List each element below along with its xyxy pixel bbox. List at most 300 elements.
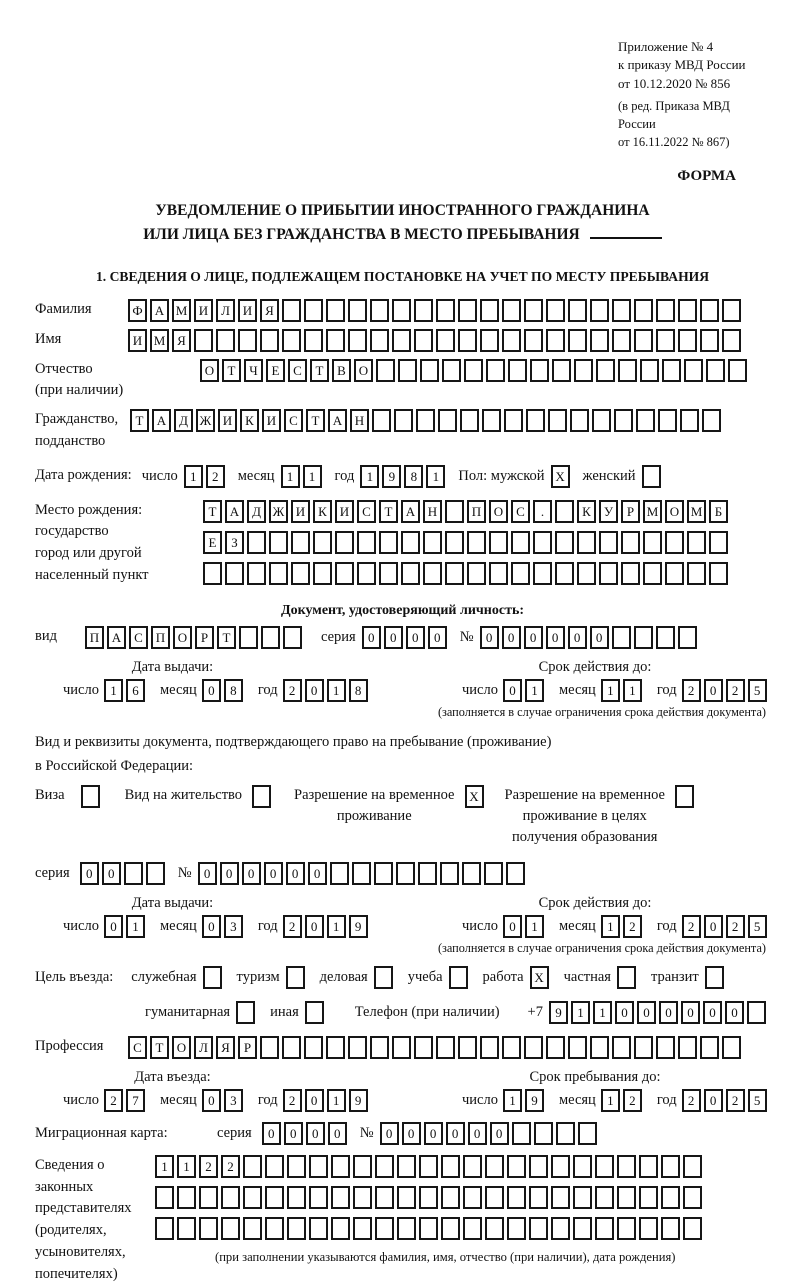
char-cell[interactable] — [700, 1036, 719, 1059]
char-cell[interactable] — [419, 1155, 438, 1178]
char-cell[interactable] — [216, 329, 235, 352]
char-cell[interactable] — [463, 1217, 482, 1240]
char-cell[interactable] — [621, 562, 640, 585]
char-cell[interactable] — [552, 359, 571, 382]
char-cell[interactable]: А — [152, 409, 171, 432]
char-cell[interactable] — [533, 531, 552, 554]
char-cell[interactable] — [480, 1036, 499, 1059]
char-cell[interactable] — [203, 966, 222, 989]
char-cell[interactable] — [304, 329, 323, 352]
char-cell[interactable]: 3 — [224, 1089, 243, 1112]
char-cell[interactable]: 9 — [549, 1001, 568, 1024]
char-cell[interactable] — [656, 329, 675, 352]
char-cell[interactable] — [401, 562, 420, 585]
char-cell[interactable] — [357, 531, 376, 554]
char-cell[interactable] — [489, 562, 508, 585]
char-cell[interactable] — [590, 1036, 609, 1059]
char-cell[interactable] — [546, 329, 565, 352]
char-cell[interactable]: П — [85, 626, 104, 649]
char-cell[interactable] — [261, 626, 280, 649]
char-cell[interactable]: 5 — [748, 1089, 767, 1112]
char-cell[interactable] — [414, 329, 433, 352]
char-cell[interactable] — [534, 1122, 553, 1145]
char-cell[interactable] — [595, 1155, 614, 1178]
char-cell[interactable] — [529, 1186, 548, 1209]
char-cell[interactable] — [326, 1036, 345, 1059]
char-cell[interactable]: 0 — [264, 862, 283, 885]
char-cell[interactable]: 0 — [306, 1122, 325, 1145]
char-cell[interactable]: 5 — [748, 915, 767, 938]
char-cell[interactable] — [634, 626, 653, 649]
char-cell[interactable]: 8 — [224, 679, 243, 702]
char-cell[interactable] — [331, 1155, 350, 1178]
char-cell[interactable]: 1 — [601, 915, 620, 938]
char-cell[interactable] — [442, 359, 461, 382]
char-cell[interactable] — [305, 1001, 324, 1024]
char-cell[interactable]: 0 — [503, 679, 522, 702]
char-cell[interactable] — [441, 1155, 460, 1178]
char-cell[interactable] — [573, 1186, 592, 1209]
char-cell[interactable] — [396, 862, 415, 885]
char-cell[interactable] — [634, 1036, 653, 1059]
char-cell[interactable] — [640, 359, 659, 382]
char-cell[interactable] — [568, 1036, 587, 1059]
char-cell[interactable]: Д — [247, 500, 266, 523]
char-cell[interactable] — [722, 1036, 741, 1059]
char-cell[interactable]: Б — [709, 500, 728, 523]
char-cell[interactable] — [661, 1217, 680, 1240]
char-cell[interactable]: Ф — [128, 299, 147, 322]
char-cell[interactable]: Т — [222, 359, 241, 382]
char-cell[interactable]: Я — [260, 299, 279, 322]
char-cell[interactable] — [555, 562, 574, 585]
char-cell[interactable] — [423, 562, 442, 585]
char-cell[interactable]: 0 — [428, 626, 447, 649]
char-cell[interactable] — [419, 1186, 438, 1209]
char-cell[interactable]: 2 — [221, 1155, 240, 1178]
char-cell[interactable] — [573, 1217, 592, 1240]
char-cell[interactable] — [331, 1217, 350, 1240]
char-cell[interactable]: З — [225, 531, 244, 554]
char-cell[interactable] — [636, 409, 655, 432]
char-cell[interactable]: 0 — [725, 1001, 744, 1024]
char-cell[interactable] — [236, 1001, 255, 1024]
char-cell[interactable]: 0 — [102, 862, 121, 885]
char-cell[interactable]: А — [401, 500, 420, 523]
char-cell[interactable] — [401, 531, 420, 554]
char-cell[interactable]: 1 — [281, 465, 300, 488]
char-cell[interactable] — [577, 531, 596, 554]
char-cell[interactable] — [269, 562, 288, 585]
char-cell[interactable] — [568, 299, 587, 322]
char-cell[interactable]: 1 — [525, 915, 544, 938]
char-cell[interactable] — [221, 1217, 240, 1240]
char-cell[interactable] — [463, 1155, 482, 1178]
char-cell[interactable]: 0 — [284, 1122, 303, 1145]
char-cell[interactable]: М — [643, 500, 662, 523]
char-cell[interactable] — [445, 531, 464, 554]
char-cell[interactable] — [687, 531, 706, 554]
char-cell[interactable]: 1 — [426, 465, 445, 488]
char-cell[interactable] — [260, 329, 279, 352]
char-cell[interactable]: И — [262, 409, 281, 432]
char-cell[interactable] — [573, 1155, 592, 1178]
char-cell[interactable]: М — [687, 500, 706, 523]
char-cell[interactable]: И — [335, 500, 354, 523]
char-cell[interactable] — [706, 359, 725, 382]
char-cell[interactable] — [612, 329, 631, 352]
char-cell[interactable] — [445, 562, 464, 585]
char-cell[interactable]: Р — [195, 626, 214, 649]
char-cell[interactable] — [199, 1186, 218, 1209]
char-cell[interactable] — [353, 1155, 372, 1178]
char-cell[interactable]: 1 — [327, 915, 346, 938]
char-cell[interactable] — [570, 409, 589, 432]
char-cell[interactable] — [414, 299, 433, 322]
char-cell[interactable] — [467, 562, 486, 585]
char-cell[interactable]: 0 — [637, 1001, 656, 1024]
char-cell[interactable] — [529, 1217, 548, 1240]
char-cell[interactable] — [330, 862, 349, 885]
char-cell[interactable] — [595, 1186, 614, 1209]
char-cell[interactable] — [656, 1036, 675, 1059]
char-cell[interactable] — [265, 1155, 284, 1178]
char-cell[interactable] — [683, 1217, 702, 1240]
char-cell[interactable] — [239, 626, 258, 649]
char-cell[interactable] — [265, 1217, 284, 1240]
char-cell[interactable] — [353, 1217, 372, 1240]
char-cell[interactable] — [643, 531, 662, 554]
char-cell[interactable]: К — [313, 500, 332, 523]
char-cell[interactable] — [634, 299, 653, 322]
char-cell[interactable] — [551, 1186, 570, 1209]
char-cell[interactable]: В — [332, 359, 351, 382]
char-cell[interactable] — [502, 329, 521, 352]
char-cell[interactable] — [524, 329, 543, 352]
char-cell[interactable] — [440, 862, 459, 885]
char-cell[interactable] — [286, 966, 305, 989]
char-cell[interactable] — [155, 1217, 174, 1240]
char-cell[interactable]: 8 — [404, 465, 423, 488]
char-cell[interactable] — [370, 329, 389, 352]
char-cell[interactable] — [486, 359, 505, 382]
char-cell[interactable]: О — [354, 359, 373, 382]
char-cell[interactable]: М — [172, 299, 191, 322]
char-cell[interactable]: 0 — [262, 1122, 281, 1145]
char-cell[interactable]: О — [173, 626, 192, 649]
char-cell[interactable]: Т — [306, 409, 325, 432]
char-cell[interactable] — [260, 1036, 279, 1059]
char-cell[interactable] — [599, 562, 618, 585]
char-cell[interactable]: Т — [310, 359, 329, 382]
char-cell[interactable] — [482, 409, 501, 432]
char-cell[interactable]: 2 — [206, 465, 225, 488]
char-cell[interactable]: 0 — [590, 626, 609, 649]
char-cell[interactable]: 1 — [601, 679, 620, 702]
char-cell[interactable] — [353, 1186, 372, 1209]
char-cell[interactable]: 0 — [242, 862, 261, 885]
char-cell[interactable] — [617, 1186, 636, 1209]
char-cell[interactable]: 9 — [349, 1089, 368, 1112]
char-cell[interactable] — [287, 1155, 306, 1178]
char-cell[interactable]: 1 — [104, 679, 123, 702]
char-cell[interactable] — [502, 1036, 521, 1059]
char-cell[interactable]: 1 — [327, 679, 346, 702]
char-cell[interactable]: 0 — [659, 1001, 678, 1024]
char-cell[interactable]: Д — [174, 409, 193, 432]
char-cell[interactable]: И — [238, 299, 257, 322]
char-cell[interactable] — [376, 359, 395, 382]
char-cell[interactable] — [489, 531, 508, 554]
char-cell[interactable]: X — [465, 785, 484, 808]
char-cell[interactable]: Н — [350, 409, 369, 432]
char-cell[interactable] — [326, 329, 345, 352]
char-cell[interactable]: У — [599, 500, 618, 523]
char-cell[interactable] — [462, 862, 481, 885]
char-cell[interactable]: Т — [217, 626, 236, 649]
char-cell[interactable] — [194, 329, 213, 352]
char-cell[interactable]: 1 — [177, 1155, 196, 1178]
char-cell[interactable]: И — [218, 409, 237, 432]
char-cell[interactable] — [414, 1036, 433, 1059]
char-cell[interactable] — [124, 862, 143, 885]
char-cell[interactable] — [243, 1217, 262, 1240]
char-cell[interactable] — [247, 562, 266, 585]
char-cell[interactable] — [546, 299, 565, 322]
char-cell[interactable]: 0 — [402, 1122, 421, 1145]
char-cell[interactable] — [463, 1186, 482, 1209]
char-cell[interactable] — [709, 531, 728, 554]
char-cell[interactable]: И — [128, 329, 147, 352]
char-cell[interactable] — [656, 626, 675, 649]
char-cell[interactable] — [398, 359, 417, 382]
char-cell[interactable] — [394, 409, 413, 432]
char-cell[interactable] — [458, 1036, 477, 1059]
char-cell[interactable] — [642, 465, 661, 488]
char-cell[interactable]: 6 — [126, 679, 145, 702]
char-cell[interactable] — [243, 1186, 262, 1209]
char-cell[interactable] — [555, 500, 574, 523]
char-cell[interactable] — [392, 329, 411, 352]
char-cell[interactable]: О — [200, 359, 219, 382]
char-cell[interactable] — [507, 1155, 526, 1178]
char-cell[interactable]: 0 — [490, 1122, 509, 1145]
char-cell[interactable] — [247, 531, 266, 554]
char-cell[interactable] — [507, 1186, 526, 1209]
char-cell[interactable] — [370, 299, 389, 322]
char-cell[interactable] — [524, 1036, 543, 1059]
char-cell[interactable] — [709, 562, 728, 585]
char-cell[interactable]: Е — [266, 359, 285, 382]
char-cell[interactable] — [445, 500, 464, 523]
char-cell[interactable]: А — [150, 299, 169, 322]
char-cell[interactable]: С — [129, 626, 148, 649]
char-cell[interactable] — [590, 299, 609, 322]
char-cell[interactable] — [526, 409, 545, 432]
char-cell[interactable] — [374, 966, 393, 989]
char-cell[interactable] — [485, 1186, 504, 1209]
char-cell[interactable]: Р — [238, 1036, 257, 1059]
char-cell[interactable] — [436, 329, 455, 352]
char-cell[interactable] — [511, 531, 530, 554]
char-cell[interactable] — [661, 1155, 680, 1178]
char-cell[interactable]: X — [551, 465, 570, 488]
char-cell[interactable] — [683, 1155, 702, 1178]
char-cell[interactable]: 1 — [601, 1089, 620, 1112]
char-cell[interactable] — [436, 1036, 455, 1059]
char-cell[interactable]: 0 — [704, 1089, 723, 1112]
char-cell[interactable] — [556, 1122, 575, 1145]
char-cell[interactable] — [551, 1217, 570, 1240]
char-cell[interactable]: С — [284, 409, 303, 432]
char-cell[interactable]: 1 — [571, 1001, 590, 1024]
char-cell[interactable]: 2 — [283, 1089, 302, 1112]
char-cell[interactable] — [555, 531, 574, 554]
char-cell[interactable] — [687, 562, 706, 585]
char-cell[interactable]: 2 — [682, 1089, 701, 1112]
char-cell[interactable] — [548, 409, 567, 432]
char-cell[interactable] — [662, 359, 681, 382]
char-cell[interactable]: 0 — [704, 679, 723, 702]
char-cell[interactable] — [617, 1217, 636, 1240]
char-cell[interactable]: 1 — [327, 1089, 346, 1112]
char-cell[interactable] — [530, 359, 549, 382]
char-cell[interactable] — [313, 562, 332, 585]
char-cell[interactable]: Я — [216, 1036, 235, 1059]
char-cell[interactable] — [449, 966, 468, 989]
char-cell[interactable] — [199, 1217, 218, 1240]
char-cell[interactable] — [683, 1186, 702, 1209]
char-cell[interactable] — [416, 409, 435, 432]
char-cell[interactable] — [304, 1036, 323, 1059]
char-cell[interactable] — [309, 1155, 328, 1178]
char-cell[interactable]: 0 — [546, 626, 565, 649]
char-cell[interactable]: Ч — [244, 359, 263, 382]
char-cell[interactable]: 1 — [126, 915, 145, 938]
char-cell[interactable]: 0 — [615, 1001, 634, 1024]
char-cell[interactable] — [309, 1186, 328, 1209]
char-cell[interactable]: 9 — [382, 465, 401, 488]
char-cell[interactable] — [397, 1155, 416, 1178]
char-cell[interactable] — [397, 1217, 416, 1240]
char-cell[interactable] — [658, 409, 677, 432]
char-cell[interactable]: 2 — [726, 915, 745, 938]
char-cell[interactable]: 0 — [524, 626, 543, 649]
char-cell[interactable]: Ж — [196, 409, 215, 432]
char-cell[interactable] — [419, 1217, 438, 1240]
char-cell[interactable]: Ж — [269, 500, 288, 523]
char-cell[interactable] — [326, 299, 345, 322]
char-cell[interactable]: 2 — [623, 1089, 642, 1112]
char-cell[interactable]: 0 — [424, 1122, 443, 1145]
char-cell[interactable]: 0 — [503, 915, 522, 938]
char-cell[interactable]: 0 — [308, 862, 327, 885]
char-cell[interactable] — [639, 1186, 658, 1209]
char-cell[interactable] — [612, 299, 631, 322]
char-cell[interactable] — [639, 1155, 658, 1178]
char-cell[interactable] — [506, 862, 525, 885]
char-cell[interactable] — [438, 409, 457, 432]
char-cell[interactable]: 0 — [480, 626, 499, 649]
char-cell[interactable]: 0 — [220, 862, 239, 885]
char-cell[interactable] — [678, 299, 697, 322]
char-cell[interactable]: 2 — [283, 915, 302, 938]
char-cell[interactable] — [467, 531, 486, 554]
char-cell[interactable]: 0 — [80, 862, 99, 885]
char-cell[interactable]: 9 — [349, 915, 368, 938]
char-cell[interactable] — [612, 1036, 631, 1059]
char-cell[interactable] — [661, 1186, 680, 1209]
char-cell[interactable]: Т — [150, 1036, 169, 1059]
char-cell[interactable]: 0 — [202, 1089, 221, 1112]
char-cell[interactable]: . — [533, 500, 552, 523]
char-cell[interactable]: 2 — [726, 1089, 745, 1112]
char-cell[interactable] — [282, 299, 301, 322]
char-cell[interactable] — [348, 329, 367, 352]
char-cell[interactable]: 0 — [202, 915, 221, 938]
char-cell[interactable] — [485, 1155, 504, 1178]
char-cell[interactable] — [643, 562, 662, 585]
char-cell[interactable] — [357, 562, 376, 585]
char-cell[interactable]: 0 — [704, 915, 723, 938]
char-cell[interactable]: Т — [130, 409, 149, 432]
char-cell[interactable] — [700, 299, 719, 322]
char-cell[interactable] — [728, 359, 747, 382]
char-cell[interactable] — [596, 359, 615, 382]
char-cell[interactable] — [287, 1186, 306, 1209]
char-cell[interactable]: И — [194, 299, 213, 322]
char-cell[interactable] — [375, 1186, 394, 1209]
char-cell[interactable]: Т — [203, 500, 222, 523]
char-cell[interactable] — [436, 299, 455, 322]
char-cell[interactable]: А — [225, 500, 244, 523]
char-cell[interactable] — [291, 531, 310, 554]
char-cell[interactable]: 0 — [703, 1001, 722, 1024]
char-cell[interactable] — [722, 329, 741, 352]
char-cell[interactable] — [313, 531, 332, 554]
char-cell[interactable] — [507, 1217, 526, 1240]
char-cell[interactable] — [678, 1036, 697, 1059]
char-cell[interactable] — [265, 1186, 284, 1209]
char-cell[interactable]: 1 — [623, 679, 642, 702]
char-cell[interactable]: 0 — [305, 915, 324, 938]
char-cell[interactable]: 0 — [446, 1122, 465, 1145]
char-cell[interactable] — [331, 1186, 350, 1209]
char-cell[interactable] — [392, 299, 411, 322]
char-cell[interactable] — [551, 1155, 570, 1178]
char-cell[interactable]: А — [107, 626, 126, 649]
char-cell[interactable]: С — [357, 500, 376, 523]
char-cell[interactable]: 0 — [384, 626, 403, 649]
char-cell[interactable]: А — [328, 409, 347, 432]
char-cell[interactable]: 8 — [349, 679, 368, 702]
char-cell[interactable] — [656, 299, 675, 322]
char-cell[interactable]: 0 — [406, 626, 425, 649]
char-cell[interactable] — [578, 1122, 597, 1145]
char-cell[interactable] — [269, 531, 288, 554]
char-cell[interactable]: 0 — [502, 626, 521, 649]
char-cell[interactable]: М — [150, 329, 169, 352]
char-cell[interactable] — [374, 862, 393, 885]
char-cell[interactable]: 2 — [623, 915, 642, 938]
char-cell[interactable] — [335, 562, 354, 585]
char-cell[interactable] — [568, 329, 587, 352]
char-cell[interactable] — [577, 562, 596, 585]
char-cell[interactable] — [291, 562, 310, 585]
char-cell[interactable] — [590, 329, 609, 352]
char-cell[interactable] — [282, 329, 301, 352]
char-cell[interactable] — [352, 862, 371, 885]
